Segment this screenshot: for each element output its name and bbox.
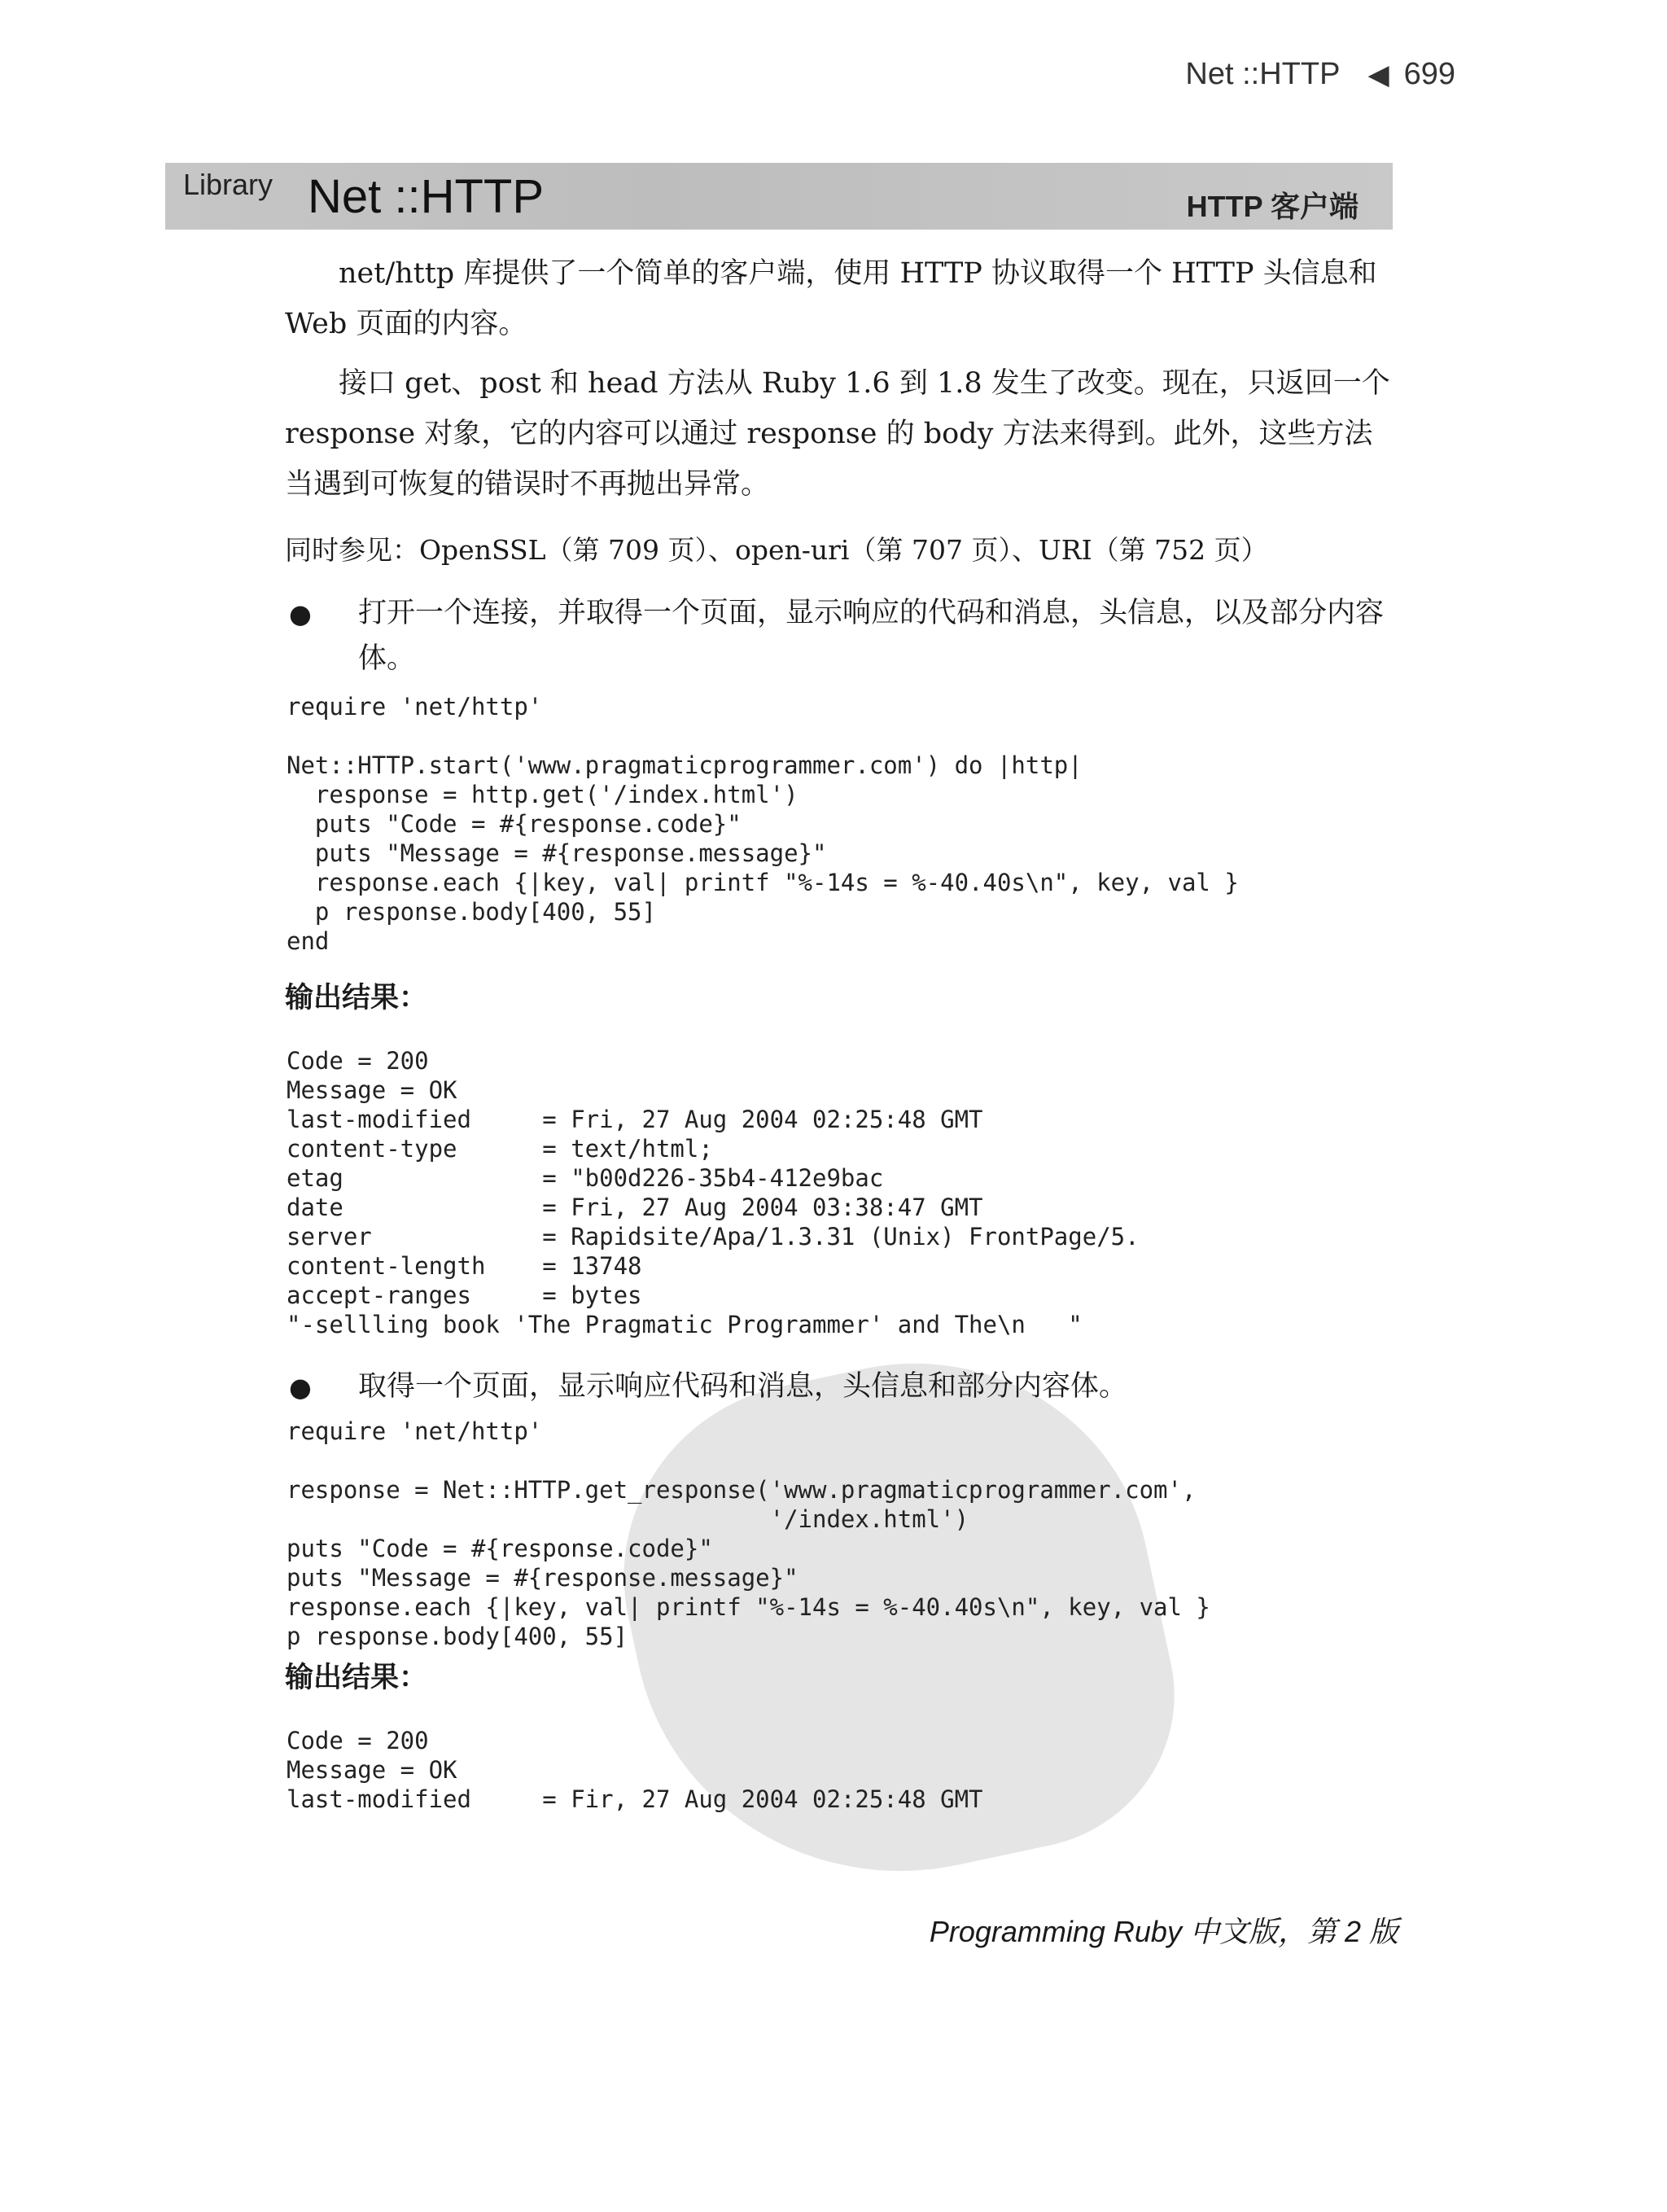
intro-paragraph-1-text: net/http 库提供了一个简单的客户端，使用 HTTP 协议取得一个 HTTP 头信息和 Web 页面的内容。 xyxy=(285,257,1377,340)
library-label: Library xyxy=(183,168,273,201)
code-example-1: require 'net/http' Net::HTTP.start('www.pragmaticprogrammer.com') do |http| response = http.get('/index.html') puts "Code = #{response.code}" puts "Message = #{response.message}" response.each {|key, val| printf "%-14s = %-40.40s\n", key, val } p response.body[400, 55] end xyxy=(287,693,1239,955)
output-1: Code = 200 Message = OK last-modified = Fri, 27 Aug 2004 02:25:48 GMT content-type = text/html; etag = "b00d226-35b4-412e9bac date = Fri, 27 Aug 2004 03:38:47 GMT server = Rapidsite/Apa/1.3.31 (Unix) FrontPage/5. content-length = 13748 accept-ranges = bytes "-sellling book 'The Pragmatic Programmer' and The\n " xyxy=(287,1047,1140,1338)
bullet-dot-icon: ● xyxy=(289,598,312,629)
output-label-1: 输出结果： xyxy=(285,981,428,1014)
intro-paragraph-1 xyxy=(285,248,1400,349)
output-2: Code = 200 Message = OK last-modified = Fir, 27 Aug 2004 02:25:48 GMT xyxy=(287,1727,983,1813)
library-banner xyxy=(165,163,1393,230)
see-also: 同时参见：OpenSSL（第 709 页）、open-uri（第 707 页）、URI（第 752 页） xyxy=(285,534,1268,566)
library-title: Net ::HTTP xyxy=(308,170,545,223)
code-example-2: require 'net/http' response = Net::HTTP.get_response('www.pragmaticprogrammer.com', '/index.html') puts "Code = #{response.code}" puts "Message = #{response.message}" response.each {|key, val| printf "%-14s = %-40.40s\n", key, val } p response.body[400, 55] xyxy=(287,1417,1210,1650)
bullet-1: 打开一个连接，并取得一个页面，显示响应的代码和消息，头信息，以及部分内容体。 xyxy=(358,597,1385,675)
intro-paragraph-2-text: 接口 get、post 和 head 方法从 Ruby 1.6 到 1.8 发生了改变。现在，只返回一个 response 对象，它的内容可以通过 response 的 body 方法来得到。此外，这些方法当遇到可恢复的错误时不再抛出异常。 xyxy=(285,367,1390,501)
running-head-section: Net ::HTTP xyxy=(1185,57,1341,91)
footer-book-title: Programming Ruby 中文版，第 2 版 xyxy=(929,1915,1398,1948)
bullet-dot-icon: ● xyxy=(289,1372,312,1403)
output-label-2: 输出结果： xyxy=(285,1661,428,1694)
left-triangle-icon: ◀ xyxy=(1367,59,1389,90)
library-subtitle: HTTP 客户端 xyxy=(1186,190,1359,223)
page-number: 699 xyxy=(1403,57,1455,91)
running-head xyxy=(1185,57,1455,92)
intro-paragraph-2 xyxy=(285,358,1400,510)
bullet-2: 取得一个页面，显示响应代码和消息，头信息和部分内容体。 xyxy=(358,1370,1128,1403)
